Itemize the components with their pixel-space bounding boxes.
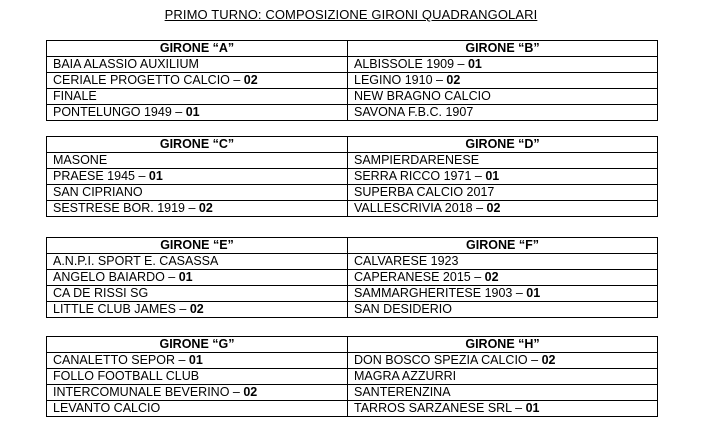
team-cell: LEGINO 1910 – 02 bbox=[348, 73, 658, 89]
team-cell: SANTERENZINA bbox=[348, 385, 658, 401]
team-cell: SAN DESIDERIO bbox=[348, 302, 658, 318]
team-cell: ANGELO BAIARDO – 01 bbox=[47, 270, 348, 286]
team-cell: TARROS SARZANESE SRL – 01 bbox=[348, 401, 658, 417]
team-cell: ALBISSOLE 1909 – 01 bbox=[348, 57, 658, 73]
girone-header: GIRONE “G” bbox=[47, 337, 348, 353]
team-cell: LITTLE CLUB JAMES – 02 bbox=[47, 302, 348, 318]
team-cell: INTERCOMUNALE BEVERINO – 02 bbox=[47, 385, 348, 401]
team-cell: A.N.P.I. SPORT E. CASASSA bbox=[47, 254, 348, 270]
team-cell: CERIALE PROGETTO CALCIO – 02 bbox=[47, 73, 348, 89]
team-cell: SESTRESE BOR. 1919 – 02 bbox=[47, 201, 348, 217]
girone-header: GIRONE “B” bbox=[348, 41, 658, 57]
girone-header: GIRONE “E” bbox=[47, 238, 348, 254]
team-cell: CA DE RISSI SG bbox=[47, 286, 348, 302]
team-cell: FINALE bbox=[47, 89, 348, 105]
girone-table-ab bbox=[46, 40, 658, 121]
team-cell: FOLLO FOOTBALL CLUB bbox=[47, 369, 348, 385]
team-cell: CAPERANESE 2015 – 02 bbox=[348, 270, 658, 286]
girone-header: GIRONE “C” bbox=[47, 137, 348, 153]
team-cell: PRAESE 1945 – 01 bbox=[47, 169, 348, 185]
team-cell: LEVANTO CALCIO bbox=[47, 401, 348, 417]
team-cell: SUPERBA CALCIO 2017 bbox=[348, 185, 658, 201]
team-cell: VALLESCRIVIA 2018 – 02 bbox=[348, 201, 658, 217]
team-cell: SAVONA F.B.C. 1907 bbox=[348, 105, 658, 121]
girone-header: GIRONE “D” bbox=[348, 137, 658, 153]
girone-header: GIRONE “H” bbox=[348, 337, 658, 353]
team-cell: NEW BRAGNO CALCIO bbox=[348, 89, 658, 105]
team-cell: CALVARESE 1923 bbox=[348, 254, 658, 270]
team-cell: SAN CIPRIANO bbox=[47, 185, 348, 201]
girone-table-ef bbox=[46, 237, 658, 318]
team-cell: SERRA RICCO 1971 – 01 bbox=[348, 169, 658, 185]
team-cell: BAIA ALASSIO AUXILIUM bbox=[47, 57, 348, 73]
girone-table-gh bbox=[46, 336, 658, 417]
page-title: PRIMO TURNO: COMPOSIZIONE GIRONI QUADRANGOLARI bbox=[164, 7, 538, 22]
girone-header: GIRONE “A” bbox=[47, 41, 348, 57]
team-cell: DON BOSCO SPEZIA CALCIO – 02 bbox=[348, 353, 658, 369]
team-cell: MAGRA AZZURRI bbox=[348, 369, 658, 385]
girone-table-cd bbox=[46, 136, 658, 217]
team-cell: PONTELUNGO 1949 – 01 bbox=[47, 105, 348, 121]
team-cell: CANALETTO SEPOR – 01 bbox=[47, 353, 348, 369]
girone-header: GIRONE “F” bbox=[348, 238, 658, 254]
team-cell: SAMMARGHERITESE 1903 – 01 bbox=[348, 286, 658, 302]
team-cell: MASONE bbox=[47, 153, 348, 169]
team-cell: SAMPIERDARENESE bbox=[348, 153, 658, 169]
